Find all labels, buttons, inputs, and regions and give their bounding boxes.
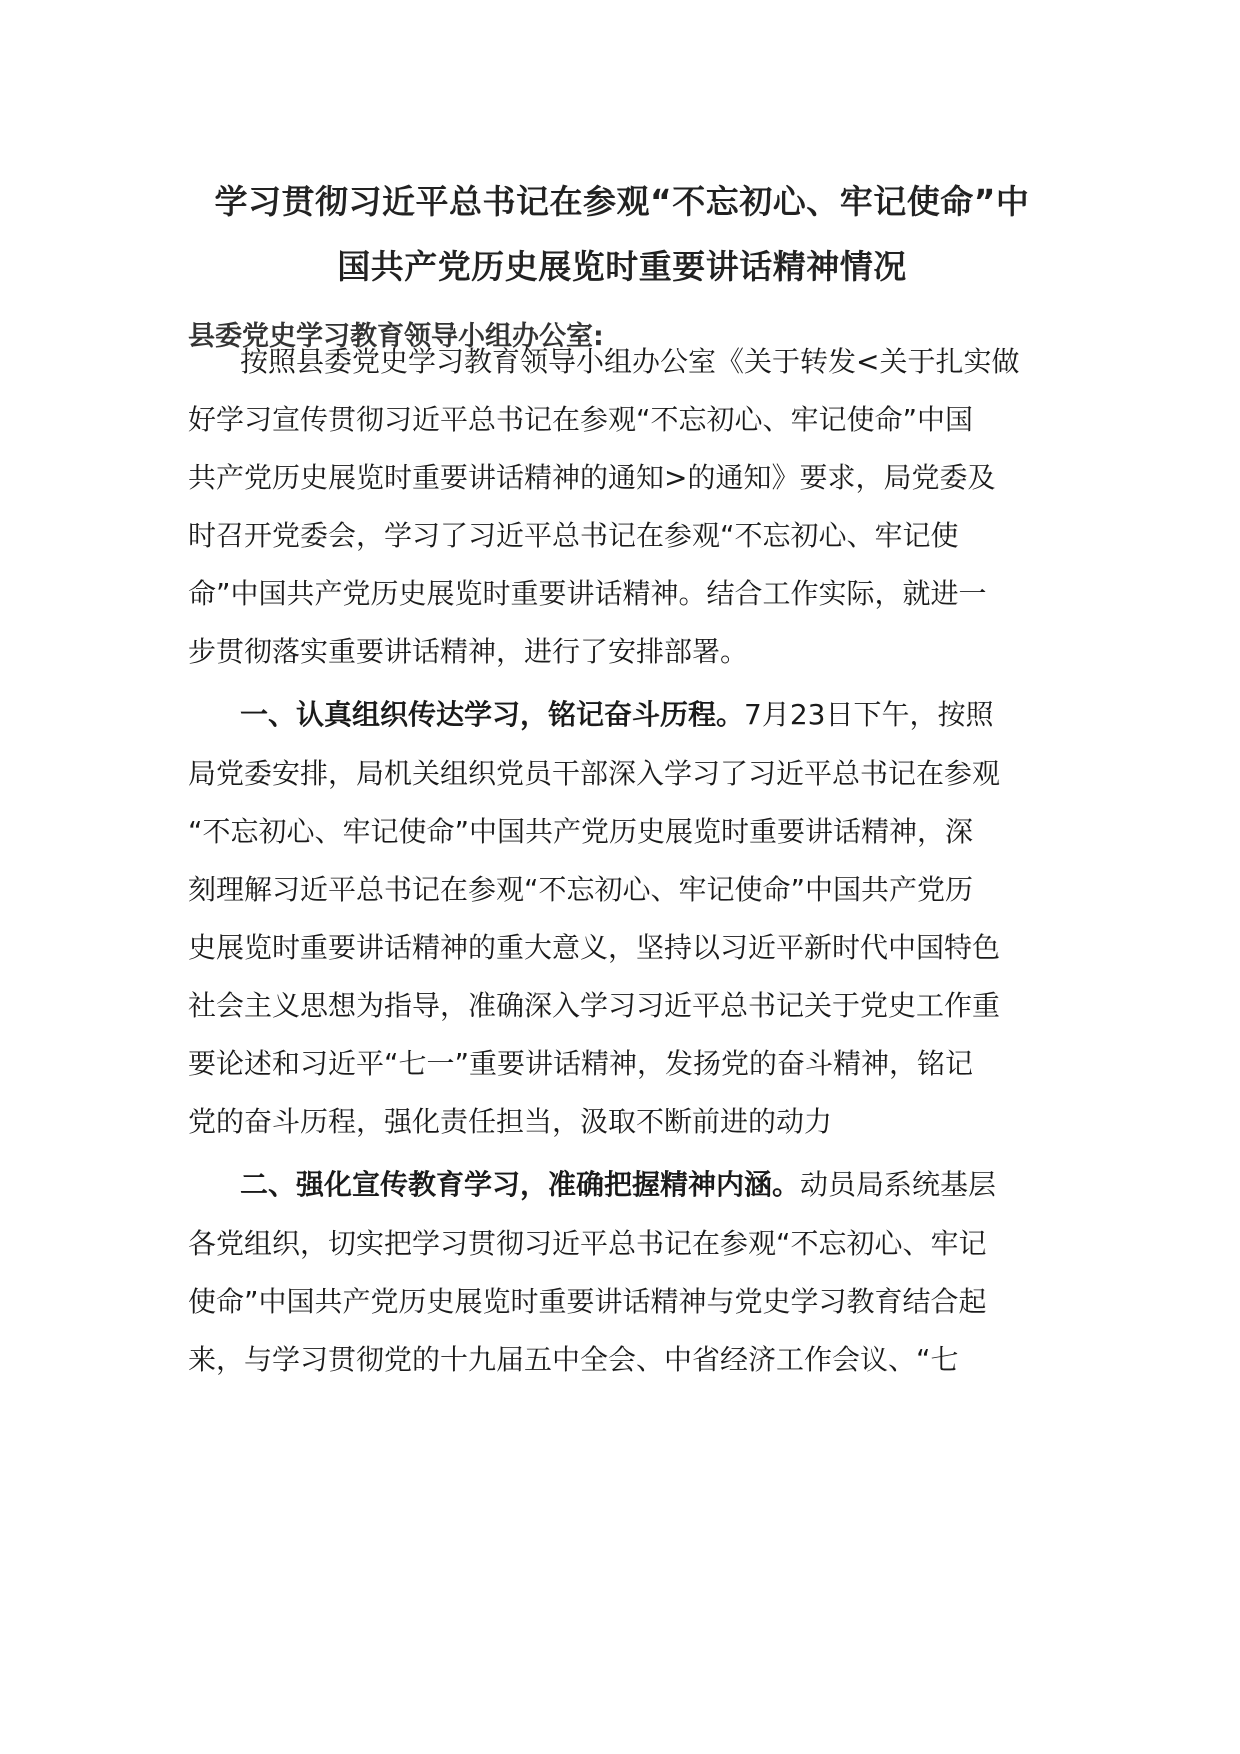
paragraph-1-line: 共产党历史展览时重要讲话精神的通知>的通知》要求，局党委及: [188, 461, 996, 494]
section-1-line: 社会主义思想为指导，准确深入学习习近平总书记关于党史工作重: [188, 989, 1001, 1022]
section-2-line: 来，与学习贯彻党的十九届五中全会、中省经济工作会议、“七: [188, 1343, 959, 1376]
section-2-line: 各党组织，切实把学习贯彻习近平总书记在参观“不忘初心、牢记: [188, 1227, 987, 1260]
section-1-line: 要论述和习近平“七一”重要讲话精神，发扬党的奋斗精神，铭记: [188, 1047, 974, 1080]
recipient-salutation: 县委党史学习教育领导小组办公室:: [188, 321, 604, 352]
section-2-first-line-text: 动员局系统基层: [800, 1168, 997, 1201]
paragraph-1-line: 按照县委党史学习教育领导小组办公室《关于转发<关于扎实做: [240, 345, 1020, 378]
paragraph-1-line: 时召开党委会，学习了习近平总书记在参观“不忘初心、牢记使: [188, 519, 959, 552]
section-1-line: 史展览时重要讲话精神的重大意义，坚持以习近平新时代中国特色: [188, 931, 1001, 964]
section-2-first-line: [240, 1166, 996, 1204]
paragraph-1-line: 步贯彻落实重要讲话精神，进行了安排部署。: [188, 635, 749, 668]
paragraph-1-line: 好学习宣传贯彻习近平总书记在参观“不忘初心、牢记使命”中国: [188, 403, 974, 436]
section-1-heading: 一、认真组织传达学习，铭记奋斗历程。: [240, 698, 745, 731]
section-1-line: 局党委安排，局机关组织党员干部深入学习了习近平总书记在参观: [188, 757, 1001, 790]
paragraph-1-line: 命”中国共产党历史展览时重要讲话精神。结合工作实际，就进一: [188, 577, 987, 610]
section-1-first-line: [240, 696, 993, 734]
section-2-line: 使命”中国共产党历史展览时重要讲话精神与党史学习教育结合起: [188, 1285, 987, 1318]
section-2-heading: 二、强化宣传教育学习，准确把握精神内涵。: [240, 1168, 801, 1201]
document-title-line-2: 国共产党历史展览时重要讲话精神情况: [337, 247, 907, 286]
document-title-line-1: 学习贯彻习近平总书记在参观“不忘初心、牢记使命”中: [214, 182, 1030, 221]
section-1-first-line-text: 7月23日下午，按照: [744, 698, 994, 731]
section-1-line: “不忘初心、牢记使命”中国共产党历史展览时重要讲话精神，深: [188, 815, 974, 848]
section-1-line: 党的奋斗历程，强化责任担当，汲取不断前进的动力: [188, 1105, 833, 1138]
section-1-line: 刻理解习近平总书记在参观“不忘初心、牢记使命”中国共产党历: [188, 873, 974, 906]
